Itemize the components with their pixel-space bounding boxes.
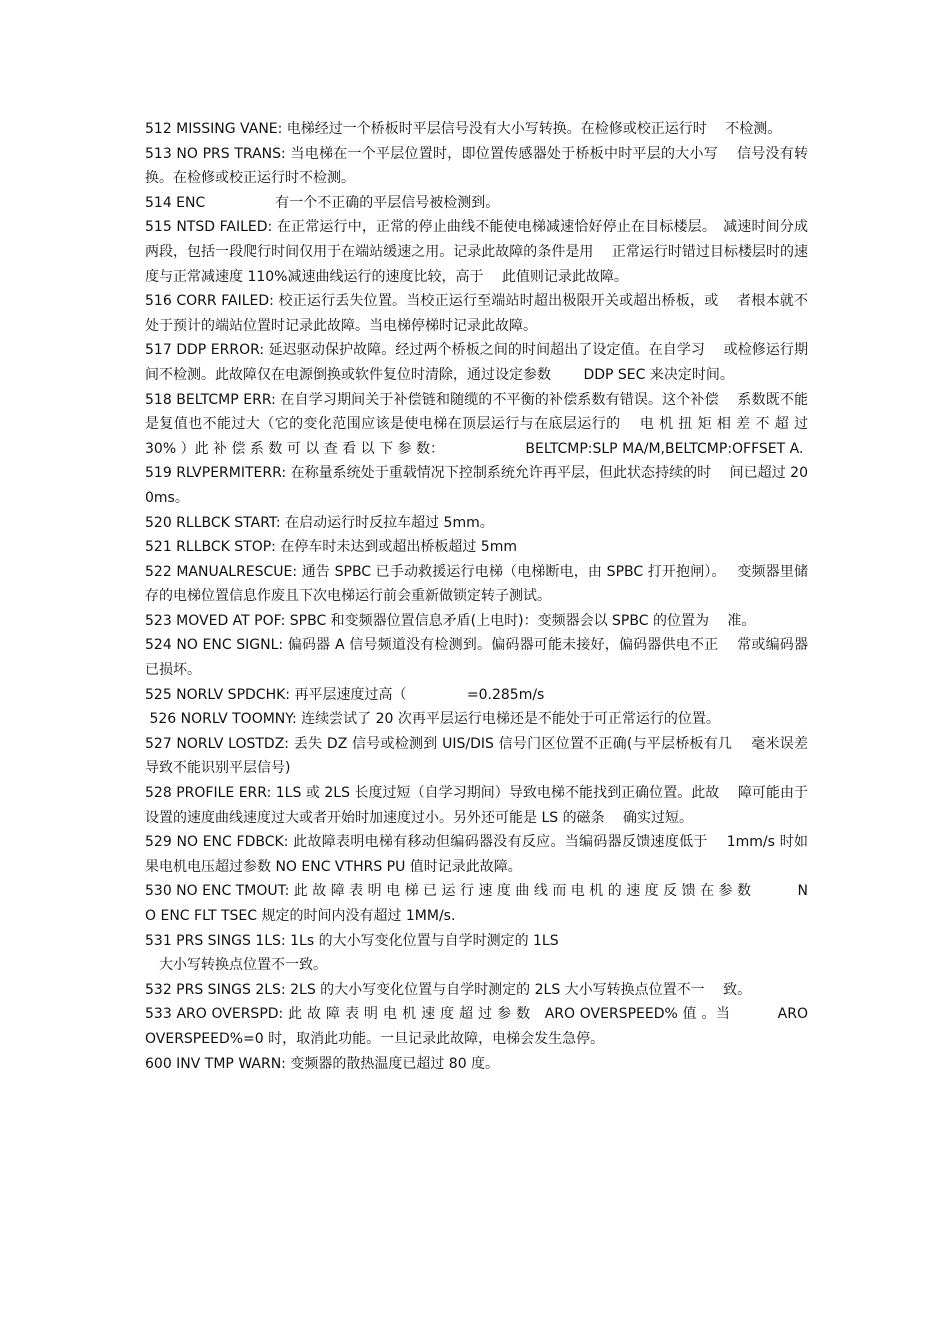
fault-entry-515: 515 NTSD FAILED: 在正常运行中，正常的停止曲线不能使电梯减速恰好停止在目标楼层。 减速时间分成两段，包括一段爬行时间仅用于在端站缓速之用。记录此故障的条件是用 正常运行时错过目标楼层时的速度与正常减速度 110%减速曲线运行的速度比较，高于 此值则记录此故障。 <box>145 219 808 285</box>
fault-entry-531: 531 PRS SINGS 1LS: 1Ls 的大小写变化位置与自学时测定的 1LS 大小写转换点位置不一致。 <box>145 932 559 974</box>
fault-entry-519: 519 RLVPERMITERR: 在称量系统处于重载情况下控制系统允许再平层，但此状态持续的时 间已超过 200ms。 <box>145 465 808 506</box>
fault-entry-516: 516 CORR FAILED: 校正运行丢失位置。当校正运行至端站时超出极限开关或超出桥板，或 者根本就不处于预计的端站位置时记录此故障。当电梯停梯时记录此故障。 <box>145 293 808 334</box>
fault-entry-513: 513 NO PRS TRANS: 当电梯在一个平层位置时，即位置传感器处于桥板中时平层的大小写 信号没有转换。在检修或校正运行时不检测。 <box>145 145 808 187</box>
fault-entry-524: 524 NO ENC SIGNL: 偏码器 A 信号频道没有检测到。偏码器可能未接好，偏码器供电不正 常或编码器已损坏。 <box>145 637 808 679</box>
fault-entry-530: 530 NO ENC TMOUT: 此 故 障 表 明 电 梯 已 运 行 速 度 曲 线 而 电 机 的 速 度 反 馈 在 参 数 NO ENC FLT TSEC 规定的时间内没有超过 1MM/s. <box>145 883 808 924</box>
fault-entry-600: 600 INV TMP WARN: 变频器的散热温度已超过 80 度。 <box>145 1055 500 1072</box>
fault-entry-518: 518 BELTCMP ERR: 在自学习期间关于补偿链和随缆的不平衡的补偿系数有错误。这个补偿 系数既不能是复值也不能过大（它的变化范围应该是使电梯在顶层运行与在底层运行的 电 机 扭 矩 相 差 不 超 过 30% ）此 补 偿 系 数 可 以 查 看 以 下 参 数： BELTCMP:SLP MA/M,BELTCMP:OFFSET A. <box>145 391 822 457</box>
fault-entry-525: 525 NORLV SPDCHK: 再平层速度过高（ =0.285m/s <box>145 686 545 703</box>
fault-entry-517: 517 DDP ERROR: 延迟驱动保护故障。经过两个桥板之间的时间超出了设定值。在自学习 或检修运行期间不检测。此故障仅在电源倒换或软件复位时清除，通过设定参数 DDP SEC 来决定时间。 <box>145 342 808 383</box>
fault-entry-520: 520 RLLBCK START: 在启动运行时反拉车超过 5mm。 <box>145 514 494 531</box>
fault-entry-522: 522 MANUALRESCUE: 通告 SPBC 已手动救援运行电梯（电梯断电，由 SPBC 打开抱闸）。 变频器里储存的电梯位置信息作废且下次电梯运行前会重新做锁定转子测试。 <box>145 563 808 605</box>
fault-entry-512: 512 MISSING VANE: 电梯经过一个桥板时平层信号没有大小写转换。在检修或校正运行时 不检测。 <box>145 121 782 137</box>
fault-entry-526: 526 NORLV TOOMNY: 连续尝试了 20 次再平层运行电梯还是不能处于可正常运行的位置。 <box>145 711 720 728</box>
fault-code-list <box>145 117 822 1076</box>
fault-entry-523: 523 MOVED AT POF: SPBC 和变频器位置信息矛盾(上电时)：变频器会以 SPBC 的位置为 准。 <box>145 612 756 629</box>
fault-entry-521: 521 RLLBCK STOP: 在停车时未达到或超出桥板超过 5mm <box>145 539 517 556</box>
fault-entry-532: 532 PRS SINGS 2LS: 2LS 的大小写变化位置与自学时测定的 2LS 大小写转换点位置不一 致。 <box>145 981 752 998</box>
fault-entry-527: 527 NORLV LOSTDZ: 丢失 DZ 信号或检测到 UIS/DIS 信号门区位置不正确(与平层桥板有几 毫米误差导致不能识别平层信号) <box>145 735 808 777</box>
fault-entry-533: 533 ARO OVERSPD: 此 故 障 表 明 电 机 速 度 超 过 参 数 ARO OVERSPEED% 值 。当 ARO OVERSPEED%=0 时，取消此功能。一旦记录此故障，电梯会发生急停。 <box>145 1006 813 1047</box>
fault-entry-514: 514 ENC 有一个不正确的平层信号被检测到。 <box>145 194 500 211</box>
fault-entry-529: 529 NO ENC FDBCK: 此故障表明电梯有移动但编码器没有反应。当编码器反馈速度低于 1mm/s 时如果电机电压超过参数 NO ENC VTHRS PU 值时记录此故障。 <box>145 834 808 875</box>
fault-entry-528: 528 PROFILE ERR: 1LS 或 2LS 长度过短（自学习期间）导致电梯不能找到正确位置。此故 障可能由于设置的速度曲线速度过大或者开始时加速度过小。另外还可能是 LS 的磁条 确实过短。 <box>145 785 808 826</box>
